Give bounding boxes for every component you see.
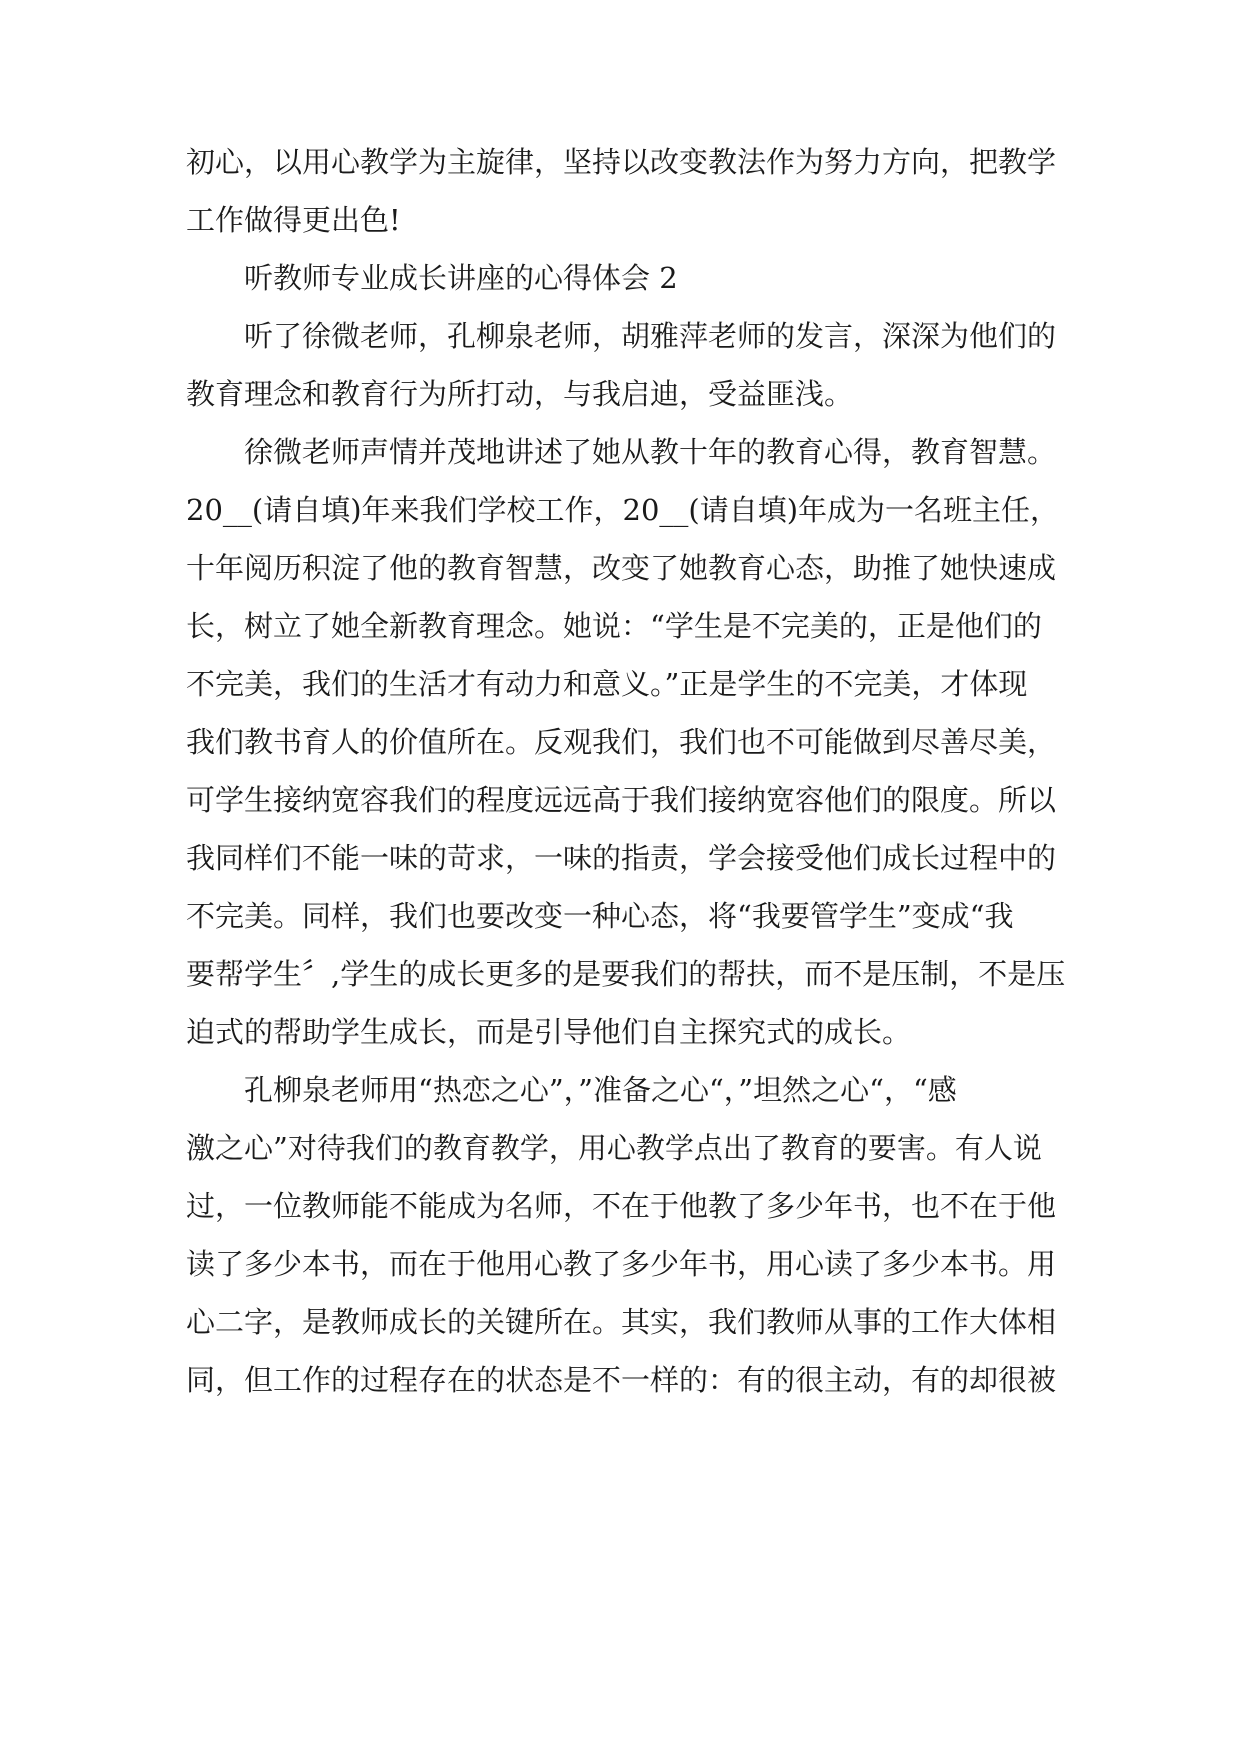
paragraph-line: 我同样们不能一味的苛求，一味的指责，学会接受他们成长过程中的 <box>186 841 1057 875</box>
paragraph-line: 激之心”对待我们的教育教学，用心教学点出了教育的要害。有人说 <box>186 1131 1042 1165</box>
paragraph-line: 初心，以用心教学为主旋律，坚持以改变教法作为努力方向，把教学 <box>186 145 1057 179</box>
paragraph-line: 心二字，是教师成长的关键所在。其实，我们教师从事的工作大体相 <box>186 1305 1057 1339</box>
paragraph-line: 徐微老师声情并茂地讲述了她从教十年的教育心得，教育智慧。 <box>244 435 1057 469</box>
paragraph-line: 十年阅历积淀了他的教育智慧，改变了她教育心态，助推了她快速成 <box>186 551 1057 585</box>
paragraph-line: 迫式的帮助学生成长，而是引导他们自主探究式的成长。 <box>186 1015 912 1049</box>
paragraph-line: 要帮学生〞,学生的成长更多的是要我们的帮扶，而不是压制，不是压 <box>186 957 1066 991</box>
paragraph-line: 不完美，我们的生活才有动力和意义。”正是学生的不完美，才体现 <box>186 667 1028 701</box>
paragraph-line: 过，一位教师能不能成为名师，不在于他教了多少年书，也不在于他 <box>186 1189 1057 1223</box>
paragraph-line: 读了多少本书，而在于他用心教了多少年书，用心读了多少本书。用 <box>186 1247 1057 1281</box>
section-heading: 听教师专业成长讲座的心得体会 2 <box>244 261 678 295</box>
paragraph-line: 工作做得更出色! <box>186 203 401 237</box>
paragraph-line: 20__(请自填)年来我们学校工作，20__(请自填)年成为一名班主任， <box>186 493 1060 527</box>
paragraph-line: 我们教书育人的价值所在。反观我们，我们也不可能做到尽善尽美， <box>186 725 1057 759</box>
paragraph-line: 可学生接纳宽容我们的程度远远高于我们接纳宽容他们的限度。所以 <box>186 783 1057 817</box>
paragraph-line: 不完美。同样，我们也要改变一种心态，将“我要管学生”变成“我 <box>186 899 1014 933</box>
paragraph-line: 听了徐微老师，孔柳泉老师，胡雅萍老师的发言，深深为他们的 <box>244 319 1057 353</box>
paragraph-line: 教育理念和教育行为所打动，与我启迪，受益匪浅。 <box>186 377 854 411</box>
paragraph-line: 孔柳泉老师用“热恋之心”，”准备之心“，”坦然之心“，“感 <box>244 1073 957 1107</box>
paragraph-line: 同，但工作的过程存在的状态是不一样的：有的很主动，有的却很被 <box>186 1363 1057 1397</box>
paragraph-line: 长，树立了她全新教育理念。她说：“学生是不完美的，正是他们的 <box>186 609 1042 643</box>
